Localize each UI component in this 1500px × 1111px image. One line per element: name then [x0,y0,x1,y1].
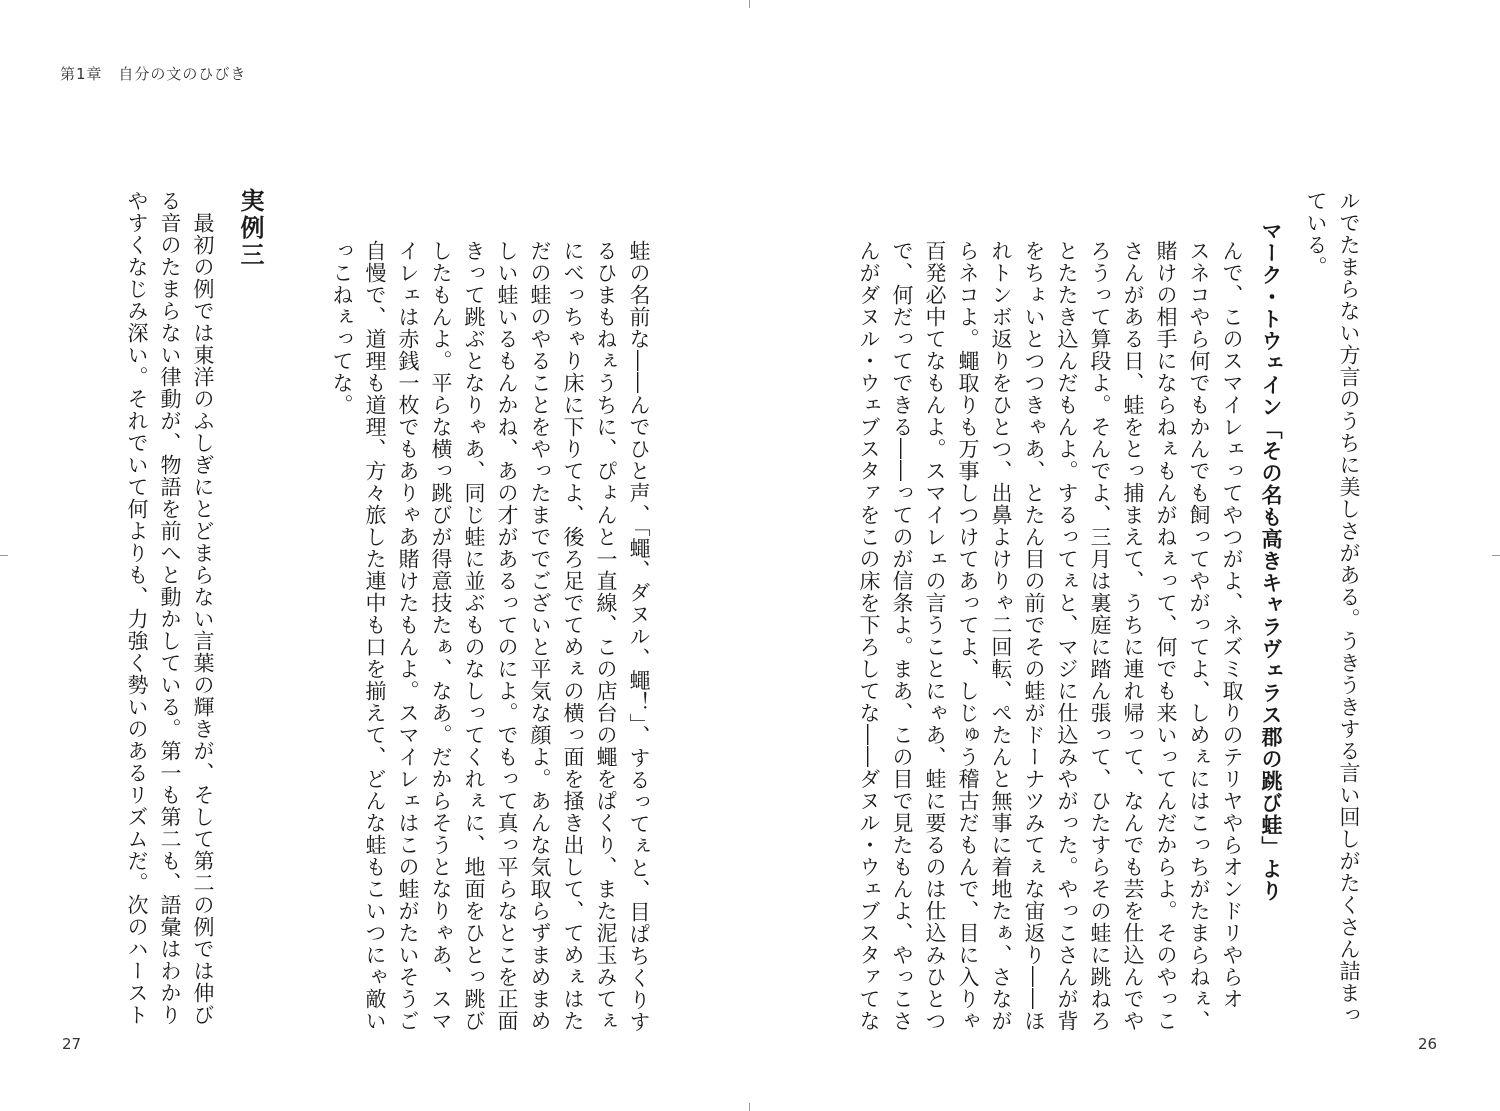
section-heading: 実例三 [236,188,264,269]
example-line-9: らネコよ。蠅取りも万事しつけてあってよ、しじゅう稽古だもんで、目に入りゃ [956,240,980,1032]
crop-mark-left [0,555,8,556]
example-line-2: スネコやら何でもかんでも飼ってやがってよ、しめぇにはこっちがたまらねぇ、 [1187,240,1211,1032]
continuation-line-1: 蛙の名前な――んでひと声、「蠅、ダヌル、蠅！」、するってぇと、目ぱちくりす [627,240,651,1033]
example-line-7: をちょいとつつきゃあ、とたん目の前でその蛙がドーナツみてぇな宙返り――ほ [1022,240,1046,1032]
example-line-3: 賭けの相手にならねぇもんがねぇって、何でも来いってんだからよ。そのやっこ [1154,240,1178,1032]
section-line-3: やすくなじみ深い。それでいて何よりも、力強く勢いのあるリズムだ。次のハースト [125,190,149,1026]
continuation-line-7: したもんよ。平らな横っ跳びが得意技たぁ、なあ。だからそうとなりゃあ、スマ [429,240,453,1032]
continuation-line-8: イレェは赤銭一枚でもありゃあ賭けたもんよ。スマイレェはこの蛙がたいそうご [396,240,420,1032]
continuation-line-4: だの蛙のやることをやったまででございと平気な顔よ。あんな気取らずまめまめ [528,240,552,1032]
continuation-line-5: しい蛙いるもんかね、あの才があるってのによ。でもって真っ平らなとこを正面 [495,240,519,1032]
continuation-line-10: っこねぇってな。 [330,240,354,416]
continuation-line-6: きって跳ぶとなりゃあ、同じ蛙に並ぶものなしってくれぇに、地面をひとっ跳び [462,240,486,1032]
example-line-12: んがダヌル・ウェブスタァをこの床を下ろしてな――ダヌル・ウェブスタァてな [857,240,881,1032]
example-line-10: 百発必中てなもんよ。スマイレェの言うことにゃあ、蛙に要るのは仕込みひとつ [923,240,947,1032]
continuation-line-3: にべっちゃり床に下りてよ、後ろ足でてめぇの横っ面を掻き出して、てめぇはた [561,240,585,1032]
right-line-1: ルでたまらない方言のうちに美しさがある。うきうきする言い回しがたくさん詰まっ [1337,190,1361,1026]
continuation-line-2: るひまもねぇうちに、ぴょんと一直線、この店台の蠅をぱくり、また泥玉みてぇ [594,240,618,1032]
example-line-4: さんがある日、蛙をとっ捕まえて、うちに連れ帰って、なんでも芸を仕込んでや [1121,240,1145,1032]
example-line-11: で、何だってできる――ってのが信条よ。まあ、この目で見たもんよ、やっこさ [890,240,914,1032]
right-line-2: ている。 [1304,190,1328,278]
example-line-1: んで、このスマイレェってやつがよ、ネズミ取りのテリヤやらオンドリやらオ [1220,240,1244,1010]
example-title: マーク・トウェイン「その名も高きキャラヴェラス郡の跳び蛙」より [1259,220,1283,902]
example-line-5: ろうって算段よ。そんでよ、三月は裏庭に踏ん張って、ひたすらその蛙に跳ねろ [1088,240,1112,1032]
example-line-6: とたたき込んだもんよ。するってぇと、マジに仕込みやがった。やっこさんが背 [1055,240,1079,1032]
page-number-left: 27 [62,1035,82,1053]
crop-mark-bottom [749,1103,750,1111]
section-line-2: る音のたまらない律動が、物語を前へと動かしている。第一も第二も、語彙はわかり [158,190,182,1026]
running-header [60,63,256,84]
example-line-8: れトンボ返りをひとつ、出鼻よけりゃ二回転、ぺたんと無事に着地たぁ、さなが [989,240,1013,1032]
page-number-right: 26 [1418,1035,1438,1053]
continuation-line-9: 自慢で、道理も道理、方々旅した連中も口を揃えて、どんな蛙もこいつにゃ敵い [363,240,387,1032]
crop-mark-right [1492,555,1500,556]
chapter-number: 第1章 [60,65,103,83]
crop-mark-top [749,0,750,8]
chapter-title: 自分の文のひびき [118,65,247,83]
section-line-1: 最初の例では東洋のふしぎにとどまらない言葉の輝きが、そして第二の例では伸び [191,190,215,1026]
